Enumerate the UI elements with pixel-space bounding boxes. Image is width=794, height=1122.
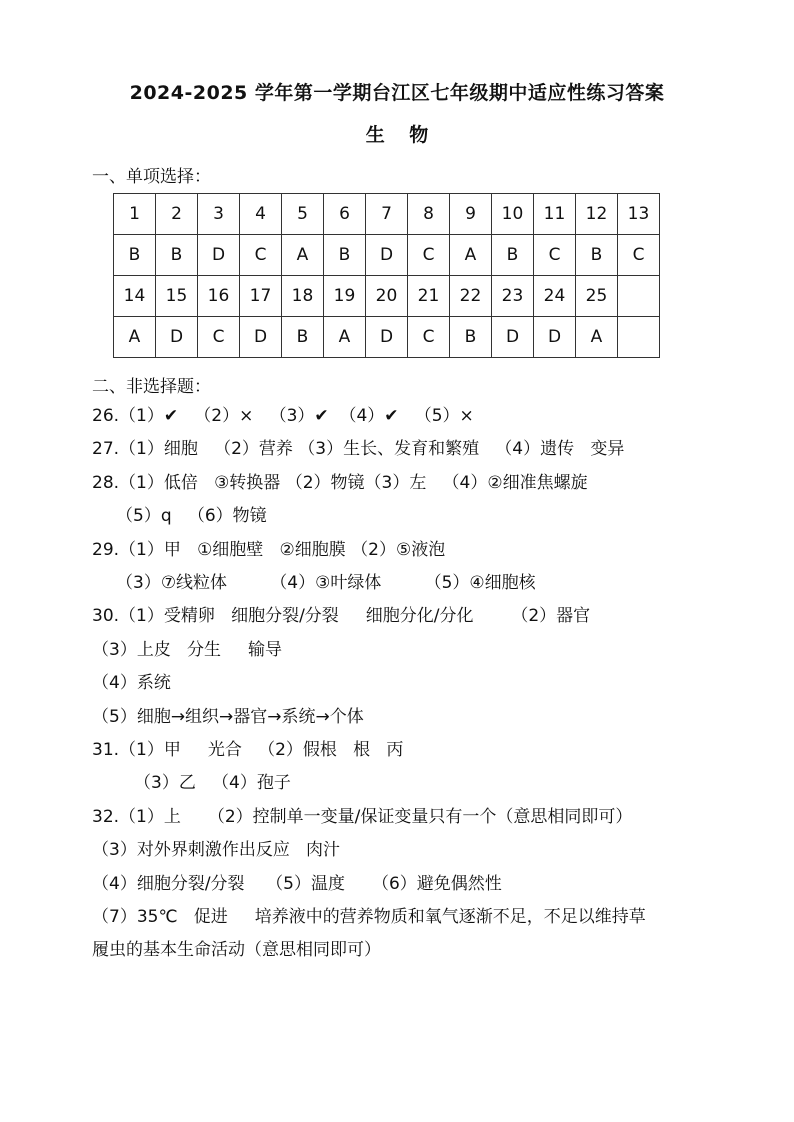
table-cell: 7: [366, 194, 408, 235]
answer-line-30-part5: （5）细胞→组织→器官→系统→个体: [92, 707, 364, 727]
table-cell: 23: [492, 276, 534, 317]
table-row: [114, 276, 660, 317]
table-cell: [618, 317, 660, 358]
section-single-choice: 一、单项选择：: [92, 167, 211, 187]
table-cell: 4: [240, 194, 282, 235]
table-row: [114, 317, 660, 358]
answer-line-28: 28.（1）低倍 ③转换器 （2）物镜（3）左 （4）②细准焦螺旋: [92, 473, 588, 493]
table-cell: D: [240, 317, 282, 358]
table-cell: C: [408, 235, 450, 276]
table-cell: A: [324, 317, 366, 358]
answer-table: [113, 193, 660, 358]
table-cell: C: [240, 235, 282, 276]
table-cell: 10: [492, 194, 534, 235]
table-cell: B: [324, 235, 366, 276]
table-row: [114, 235, 660, 276]
table-cell: D: [366, 235, 408, 276]
table-cell: D: [366, 317, 408, 358]
answer-line-27: 27.（1）细胞 （2）营养 （3）生长、发育和繁殖 （4）遗传 变异: [92, 439, 625, 459]
table-cell: 16: [198, 276, 240, 317]
table-row: [114, 194, 660, 235]
table-cell: B: [114, 235, 156, 276]
table-cell: 3: [198, 194, 240, 235]
answer-line-32-part7: （7）35℃ 促进 培养液中的营养物质和氧气逐渐不足，不足以维持草: [92, 907, 646, 927]
answer-line-32-part3: （3）对外界刺激作出反应 肉汁: [92, 840, 341, 860]
table-cell: 19: [324, 276, 366, 317]
table-cell: [618, 276, 660, 317]
table-cell: 13: [618, 194, 660, 235]
table-cell: 22: [450, 276, 492, 317]
table-cell: 9: [450, 194, 492, 235]
table-cell: 1: [114, 194, 156, 235]
answer-line-26: 26.（1）✔ （2）× （3）✔ （4）✔ （5）×: [92, 406, 474, 426]
answer-line-30-part3: （3）上皮 分生 输导: [92, 640, 283, 660]
table-cell: C: [198, 317, 240, 358]
table-cell: 17: [240, 276, 282, 317]
table-cell: D: [492, 317, 534, 358]
answer-line-31-cont: （3）乙 （4）孢子: [134, 773, 291, 793]
table-cell: A: [450, 235, 492, 276]
table-cell: B: [156, 235, 198, 276]
answer-line-32-part7-cont: 履虫的基本生命活动（意思相同即可）: [92, 940, 381, 960]
table-cell: 18: [282, 276, 324, 317]
table-cell: 20: [366, 276, 408, 317]
table-cell: D: [156, 317, 198, 358]
table-cell: 15: [156, 276, 198, 317]
table-cell: A: [576, 317, 618, 358]
table-cell: A: [114, 317, 156, 358]
answer-line-29: 29.（1）甲 ①细胞壁 ②细胞膜 （2）⑤液泡: [92, 540, 446, 560]
table-cell: 12: [576, 194, 618, 235]
table-cell: 8: [408, 194, 450, 235]
table-cell: 2: [156, 194, 198, 235]
answer-line-32: 32.（1）上 （2）控制单一变量/保证变量只有一个（意思相同即可）: [92, 807, 633, 827]
table-cell: 6: [324, 194, 366, 235]
table-cell: 11: [534, 194, 576, 235]
table-cell: 24: [534, 276, 576, 317]
answer-line-30: 30.（1）受精卵 细胞分裂/分裂 细胞分化/分化 （2）器官: [92, 606, 591, 626]
answer-line-30-part4: （4）系统: [92, 673, 171, 693]
table-cell: B: [282, 317, 324, 358]
table-cell: A: [282, 235, 324, 276]
table-cell: D: [534, 317, 576, 358]
subject-heading: 生 物: [365, 124, 429, 146]
table-cell: B: [450, 317, 492, 358]
section-non-choice: 二、非选择题：: [92, 377, 211, 397]
answer-line-32-part4: （4）细胞分裂/分裂 （5）温度 （6）避免偶然性: [92, 874, 502, 894]
table-cell: B: [576, 235, 618, 276]
table-cell: C: [408, 317, 450, 358]
table-cell: D: [198, 235, 240, 276]
table-cell: 25: [576, 276, 618, 317]
table-cell: B: [492, 235, 534, 276]
table-cell: C: [618, 235, 660, 276]
table-cell: 5: [282, 194, 324, 235]
table-cell: 14: [114, 276, 156, 317]
answer-line-31: 31.（1）甲 光合 （2）假根 根 丙: [92, 740, 404, 760]
answer-line-29-cont: （3）⑦线粒体 （4）③叶绿体 （5）④细胞核: [116, 573, 536, 593]
document-title: 2024-2025 学年第一学期台江区七年级期中适应性练习答案: [129, 82, 665, 104]
table-cell: 21: [408, 276, 450, 317]
answer-line-28-cont: （5）q （6）物镜: [116, 506, 267, 526]
table-cell: C: [534, 235, 576, 276]
